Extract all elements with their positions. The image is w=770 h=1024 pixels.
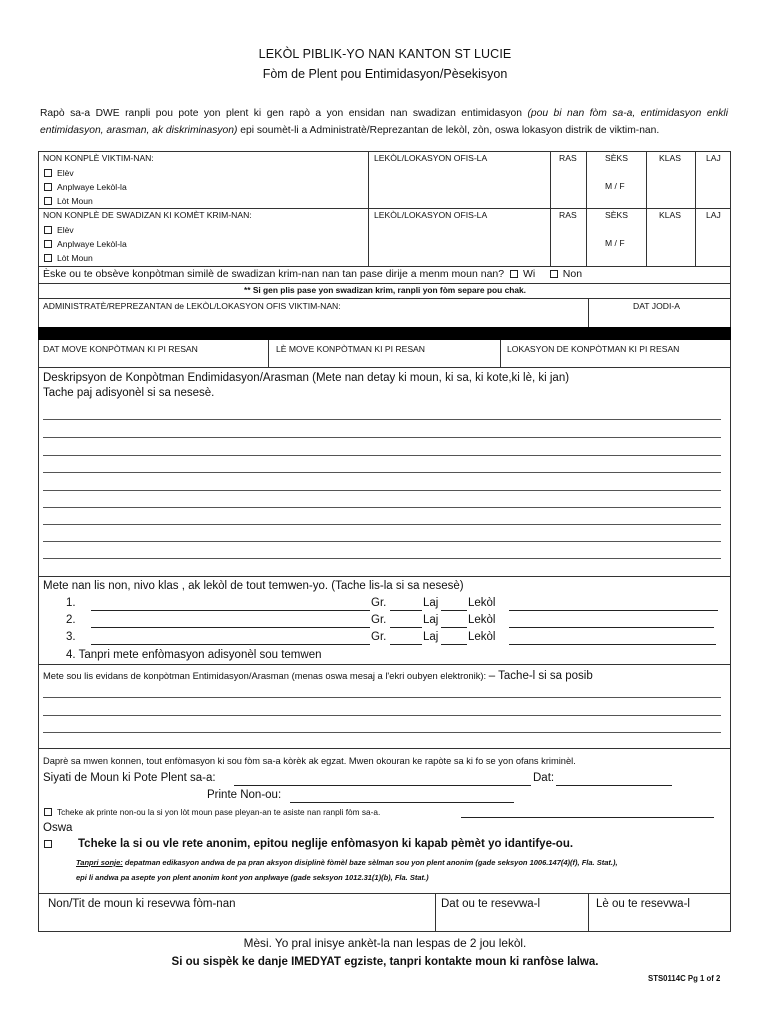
witness-grade-field[interactable] <box>390 627 422 628</box>
option-label: Anplwaye Lekòl-la <box>57 239 127 249</box>
anonymous-note-line-2: epi li andwa pa asepte yon plent anonim kont yon anplwaye (gade seksyon 1012.31(1)(b), Fla. Stat.) <box>76 873 429 882</box>
no-label: Non <box>562 268 583 280</box>
black-separator-bar <box>38 327 731 340</box>
perpetrator-school-label: LEKÒL/LOKASYON OFIS-LA <box>374 210 488 220</box>
witnesses-heading: Mete nan lis non, nivo klas , ak lekòl de tout temwen-yo. (Tache lis-la si sa nesesè) <box>43 580 464 592</box>
witness-school-label: Lekòl <box>468 631 496 643</box>
separate-form-note: ** Si gen plis pase yon swadizan krim, ranpli yon fòm separe pou chak. <box>243 285 527 295</box>
divider <box>38 283 731 284</box>
victim-option-student[interactable] <box>44 168 74 178</box>
incident-time-label: LÈ MOVE KONPÒTMAN KI PI RESAN <box>276 344 425 354</box>
witness-school-label: Lekòl <box>468 614 496 626</box>
checkbox-icon[interactable] <box>44 197 52 205</box>
witness-age-field[interactable] <box>441 644 467 645</box>
intro-paragraph <box>40 106 728 139</box>
witness-additional-info: 4. Tanpri mete enfòmasyon adisyonèl sou temwen <box>66 649 322 661</box>
note-label: Tanpri sonje: <box>76 858 123 867</box>
perpetrator-race-label: RAS <box>559 210 577 220</box>
oswa-label: Oswa <box>43 822 73 834</box>
victim-race-label: RAS <box>559 153 577 163</box>
option-label: Elèv <box>57 168 74 178</box>
divider <box>38 893 731 894</box>
anonymous-note-line-1 <box>76 858 618 867</box>
victim-sex-value[interactable]: M / F <box>605 181 625 191</box>
witness-age-field[interactable] <box>441 627 467 628</box>
assisted-checkbox-row[interactable] <box>44 807 380 817</box>
signature-field[interactable] <box>234 785 531 786</box>
divider <box>38 664 731 665</box>
assisted-text: Tcheke ak printe non-ou la si yon lòt moun pase pleyan-an te asiste nan ranpli fòm sa-a. <box>57 807 381 817</box>
divider <box>38 151 731 152</box>
signature-date-field[interactable] <box>556 785 672 786</box>
description-writing-line[interactable] <box>43 419 721 420</box>
divider <box>268 340 269 368</box>
yes-label: Wi <box>522 268 536 280</box>
divider <box>38 298 731 299</box>
incident-location-label: LOKASYON DE KONPÒTMAN KI PI RESAN <box>507 344 680 354</box>
witness-row-number: 3. <box>66 631 76 643</box>
divider <box>435 893 436 932</box>
print-name-field[interactable] <box>290 802 514 803</box>
intro-text-2: epi soumèt-li a Administratè/Reprezantan de lekòl, zòn, oswa lokasyon distrik de viktim-nan. <box>237 124 660 136</box>
divider <box>588 893 589 932</box>
checkbox-icon[interactable] <box>44 254 52 262</box>
checkbox-icon[interactable] <box>44 808 52 816</box>
description-writing-line[interactable] <box>43 437 721 438</box>
received-date-label: Dat ou te resevwa-l <box>441 898 541 910</box>
checkbox-icon[interactable] <box>44 840 52 848</box>
similar-behavior-question <box>43 268 582 280</box>
witness-school-field[interactable] <box>509 644 716 645</box>
victim-option-employee[interactable] <box>44 182 127 192</box>
perpetrator-sex-label: SÈKS <box>605 210 628 220</box>
witness-school-label: Lekòl <box>468 597 496 609</box>
incident-date-label: DAT MOVE KONPÒTMAN KI PI RESAN <box>43 344 198 354</box>
option-label: Anplwaye Lekòl-la <box>57 182 127 192</box>
thanks-text: Mèsi. Yo pral inisye ankèt-la nan lespas de 2 jou lekòl. <box>243 936 527 950</box>
witness-age-label: Laj <box>423 614 439 626</box>
witness-name-field[interactable] <box>91 644 370 645</box>
yes-checkbox-icon[interactable] <box>510 270 518 278</box>
form-left-border <box>38 151 39 932</box>
evidence-label <box>43 670 593 682</box>
victim-name-label: NON KONPLÈ VIKTIM-NAN: <box>43 153 154 163</box>
witness-grade-label: Gr. <box>371 614 387 626</box>
description-writing-line[interactable] <box>43 558 721 559</box>
witness-row-number: 2. <box>66 614 76 626</box>
victim-age-label: LAJ <box>706 153 721 163</box>
evidence-writing-line[interactable] <box>43 715 721 716</box>
receiver-name-label: Non/Tit de moun ki resevwa fòm-nan <box>48 898 236 910</box>
evidence-writing-line[interactable] <box>43 697 721 698</box>
divider <box>38 576 731 577</box>
checkbox-icon[interactable] <box>44 240 52 248</box>
admin-label: ADMINISTRATÈ/REPREZANTAN de LEKÒL/LOKASYON OFIS VIKTIM-NAN: <box>43 301 341 311</box>
perpetrator-age-label: LAJ <box>706 210 721 220</box>
option-label: Elèv <box>57 225 74 235</box>
perpetrator-option-student[interactable] <box>44 225 74 235</box>
accuracy-statement: Daprè sa mwen konnen, tout enfòmasyon ki sou fòm sa-a kòrèk ak egzat. Mwen okouran ke rapòte sa ki fo se yon ofans kriminèl. <box>43 756 576 766</box>
perpetrator-option-employee[interactable] <box>44 239 127 249</box>
witness-school-field[interactable] <box>509 627 714 628</box>
witness-grade-field[interactable] <box>390 644 422 645</box>
note-text-1: depatman edikasyon andwa de pa pran aksyon disiplinè fòmèl baze sèlman sou yon plent anonim (gade seksyon 1006.147(4)(f), Fla. Stat.), <box>122 858 618 867</box>
anonymous-text: Tcheke la si ou vle rete anonim, epitou neglije enfòmasyon ki kapab pèmèt yo idantifye-ou. <box>78 838 574 850</box>
witness-grade-field[interactable] <box>390 610 422 611</box>
description-writing-line[interactable] <box>43 541 721 542</box>
assistant-name-field[interactable] <box>461 817 714 818</box>
witness-grade-label: Gr. <box>371 597 387 609</box>
witness-grade-label: Gr. <box>371 631 387 643</box>
description-writing-line[interactable] <box>43 524 721 525</box>
checkbox-icon[interactable] <box>44 183 52 191</box>
perpetrator-name-label: NON KONPLÈ DE SWADIZAN KI KOMÈT KRIM-NAN: <box>43 210 252 220</box>
question-text: Èske ou te obsève konpòtman similè de swadizan krim-nan nan tan pase dirije a menm moun nan? <box>43 268 505 280</box>
description-writing-line[interactable] <box>43 507 721 508</box>
victim-grade-label: KLAS <box>659 153 681 163</box>
witness-school-field[interactable] <box>509 610 718 611</box>
witness-age-label: Laj <box>423 631 439 643</box>
divider <box>38 367 731 368</box>
form-subtitle: Fòm de Plent pou Entimidasyon/Pèsekisyon <box>262 67 508 81</box>
intro-italic-text: (pou bi nan fòm sa-a, entimidasyon enkli entimidasyon, arasman, ak diskriminasyon) <box>40 108 728 136</box>
description-writing-line[interactable] <box>43 455 721 456</box>
witness-row-number: 1. <box>66 597 76 609</box>
divider <box>38 266 731 267</box>
evidence-text: Mete sou lis evidans de konpòtman Entimidasyon/Arasman (menas oswa mesaj a l'ekri oubyen elektronik): <box>43 670 487 681</box>
form-code: STS0114C Pg 1 of 2 <box>648 974 721 983</box>
divider <box>588 298 589 328</box>
witness-age-label: Laj <box>423 597 439 609</box>
witness-name-field[interactable] <box>91 627 370 628</box>
print-name-label: Printe Non-ou: <box>207 789 282 801</box>
evidence-writing-line[interactable] <box>43 732 721 733</box>
divider <box>500 340 501 368</box>
divider <box>38 748 731 749</box>
option-label: Lòt Moun <box>57 253 93 263</box>
witness-name-field[interactable] <box>91 610 370 611</box>
description-subheading: Tache paj adisyonèl si sa nesesè. <box>43 387 215 399</box>
victim-school-label: LEKÒL/LOKASYON OFIS-LA <box>374 153 488 163</box>
evidence-attach-text: – Tache-l si sa posib <box>488 670 593 682</box>
today-date-label: DAT JODI-A <box>633 301 680 311</box>
perpetrator-option-other[interactable] <box>44 253 93 263</box>
checkbox-icon[interactable] <box>44 169 52 177</box>
description-heading: Deskripsyon de Konpòtman Endimidasyon/Arasman (Mete nan detay ki moun, ki sa, ki kote,ki lè, ki jan) <box>43 372 570 384</box>
divider <box>38 931 731 932</box>
no-checkbox-icon[interactable] <box>550 270 558 278</box>
perpetrator-sex-value[interactable]: M / F <box>605 238 625 248</box>
witness-age-field[interactable] <box>441 610 467 611</box>
description-writing-line[interactable] <box>43 490 721 491</box>
form-title: LEKÒL PIBLIK-YO NAN KANTON ST LUCIE <box>258 47 512 61</box>
description-writing-line[interactable] <box>43 472 721 473</box>
urgent-text: Si ou sispèk ke danje IMEDYAT egziste, tanpri kontakte moun ki ranfòse lalwa. <box>171 956 599 968</box>
checkbox-icon[interactable] <box>44 226 52 234</box>
intro-text-1: Rapò sa-a DWE ranpli pou pote yon plent ki gen rapò a yon ensidan nan swadizan entimidasyon <box>40 108 528 119</box>
option-label: Lòt Moun <box>57 196 93 206</box>
divider <box>38 208 731 209</box>
received-time-label: Lè ou te resevwa-l <box>596 898 690 910</box>
signature-date-label: Dat: <box>533 772 555 784</box>
anonymous-checkbox-row[interactable] <box>44 838 573 850</box>
form-right-border <box>730 151 731 932</box>
victim-option-other[interactable] <box>44 196 93 206</box>
complainant-signature-label: Siyati de Moun ki Pote Plent sa-a: <box>43 772 216 784</box>
perpetrator-grade-label: KLAS <box>659 210 681 220</box>
victim-sex-label: SÈKS <box>605 153 628 163</box>
